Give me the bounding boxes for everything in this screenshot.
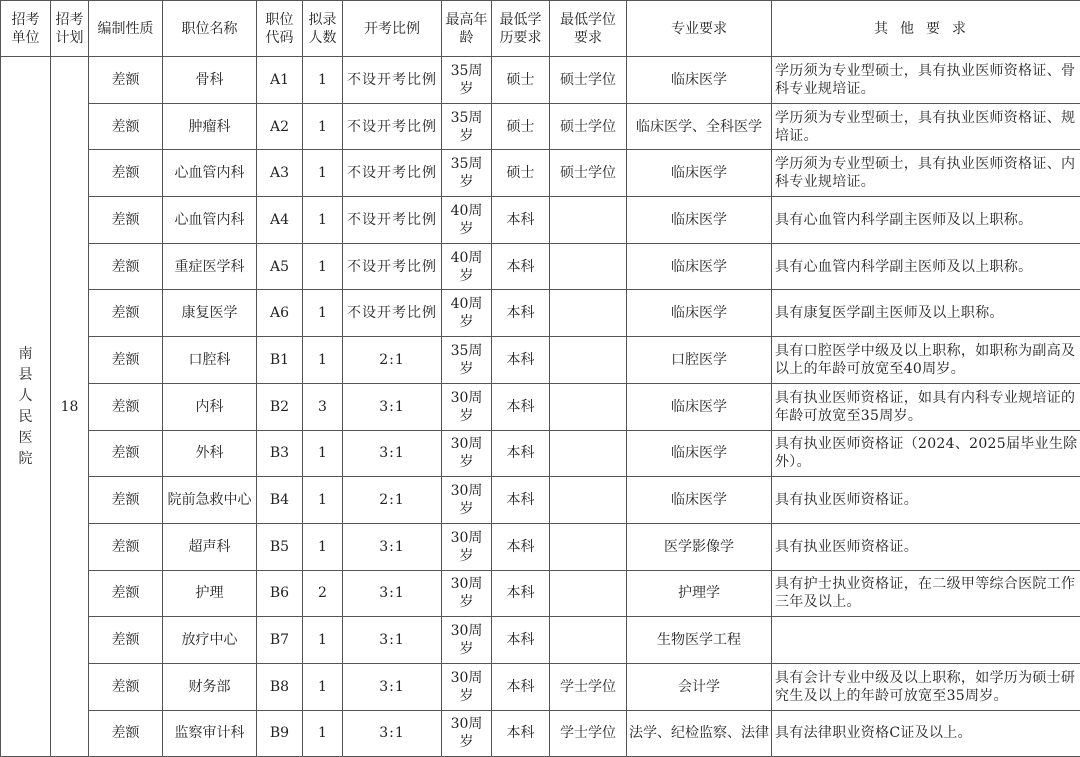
other-cell bbox=[772, 617, 1080, 664]
ratio-cell: 不设开考比例 bbox=[343, 290, 442, 337]
position-cell: 院前急救中心 bbox=[163, 477, 257, 524]
max-age-cell: 35周岁 bbox=[442, 150, 492, 197]
header-ratio: 开考比例 bbox=[343, 1, 442, 57]
code-cell: B6 bbox=[257, 570, 303, 617]
other-cell: 具有心血管内科学副主医师及以上职称。 bbox=[772, 243, 1080, 290]
ratio-cell: 3:1 bbox=[343, 523, 442, 570]
header-other: 其他要求 bbox=[772, 1, 1080, 57]
min-degree-cell bbox=[550, 570, 627, 617]
unit-cell bbox=[1, 57, 51, 757]
position-cell: 护理 bbox=[163, 570, 257, 617]
ratio-cell: 不设开考比例 bbox=[343, 243, 442, 290]
staffing-cell: 差额 bbox=[89, 290, 163, 337]
plan-cell: 18 bbox=[51, 57, 89, 757]
position-cell: 口腔科 bbox=[163, 337, 257, 384]
other-cell: 学历须为专业型硕士，具有执业医师资格证、内科专业规培证。 bbox=[772, 150, 1080, 197]
header-quota: 拟录人数 bbox=[303, 1, 343, 57]
ratio-cell: 2:1 bbox=[343, 477, 442, 524]
code-cell: B4 bbox=[257, 477, 303, 524]
other-cell: 学历须为专业型硕士，具有执业医师资格证、规培证。 bbox=[772, 103, 1080, 150]
other-cell: 具有执业医师资格证（2024、2025届毕业生除外）。 bbox=[772, 430, 1080, 477]
major-cell: 临床医学 bbox=[627, 290, 772, 337]
position-cell: 监察审计科 bbox=[163, 710, 257, 757]
min-edu-cell: 本科 bbox=[492, 710, 550, 757]
table-row bbox=[1, 383, 1080, 430]
max-age-cell: 30周岁 bbox=[442, 383, 492, 430]
header-staffing: 编制性质 bbox=[89, 1, 163, 57]
min-degree-cell bbox=[550, 197, 627, 244]
staffing-cell: 差额 bbox=[89, 383, 163, 430]
header-max-age: 最高年龄 bbox=[442, 1, 492, 57]
position-cell: 肿瘤科 bbox=[163, 103, 257, 150]
position-cell: 康复医学 bbox=[163, 290, 257, 337]
position-cell: 内科 bbox=[163, 383, 257, 430]
staffing-cell: 差额 bbox=[89, 617, 163, 664]
table-row bbox=[1, 430, 1080, 477]
quota-cell: 1 bbox=[303, 523, 343, 570]
staffing-cell: 差额 bbox=[89, 477, 163, 524]
ratio-cell: 不设开考比例 bbox=[343, 57, 442, 104]
major-cell: 生物医学工程 bbox=[627, 617, 772, 664]
min-degree-cell bbox=[550, 383, 627, 430]
major-cell: 临床医学 bbox=[627, 197, 772, 244]
min-degree-cell bbox=[550, 290, 627, 337]
min-edu-cell: 本科 bbox=[492, 290, 550, 337]
table-row bbox=[1, 337, 1080, 384]
staffing-cell: 差额 bbox=[89, 197, 163, 244]
quota-cell: 1 bbox=[303, 617, 343, 664]
major-cell: 临床医学 bbox=[627, 150, 772, 197]
position-cell: 放疗中心 bbox=[163, 617, 257, 664]
table-row bbox=[1, 663, 1080, 710]
ratio-cell: 3:1 bbox=[343, 663, 442, 710]
min-degree-cell: 硕士学位 bbox=[550, 150, 627, 197]
other-cell: 具有康复医学副主医师及以上职称。 bbox=[772, 290, 1080, 337]
code-cell: A2 bbox=[257, 103, 303, 150]
quota-cell: 1 bbox=[303, 430, 343, 477]
min-edu-cell: 本科 bbox=[492, 477, 550, 524]
staffing-cell: 差额 bbox=[89, 430, 163, 477]
major-cell: 临床医学、全科医学 bbox=[627, 103, 772, 150]
ratio-cell: 2:1 bbox=[343, 337, 442, 384]
min-degree-cell bbox=[550, 430, 627, 477]
min-degree-cell bbox=[550, 337, 627, 384]
max-age-cell: 35周岁 bbox=[442, 57, 492, 104]
major-cell: 临床医学 bbox=[627, 477, 772, 524]
header-min-degree: 最低学位要求 bbox=[550, 1, 627, 57]
other-cell: 学历须为专业型硕士，具有执业医师资格证、骨科专业规培证。 bbox=[772, 57, 1080, 104]
min-edu-cell: 本科 bbox=[492, 243, 550, 290]
max-age-cell: 40周岁 bbox=[442, 197, 492, 244]
ratio-cell: 3:1 bbox=[343, 710, 442, 757]
quota-cell: 1 bbox=[303, 197, 343, 244]
min-degree-cell: 硕士学位 bbox=[550, 57, 627, 104]
code-cell: A5 bbox=[257, 243, 303, 290]
staffing-cell: 差额 bbox=[89, 57, 163, 104]
min-edu-cell: 硕士 bbox=[492, 103, 550, 150]
max-age-cell: 30周岁 bbox=[442, 617, 492, 664]
staffing-cell: 差额 bbox=[89, 523, 163, 570]
min-edu-cell: 本科 bbox=[492, 523, 550, 570]
table-row bbox=[1, 710, 1080, 757]
code-cell: B2 bbox=[257, 383, 303, 430]
min-degree-cell: 硕士学位 bbox=[550, 103, 627, 150]
code-cell: B3 bbox=[257, 430, 303, 477]
position-cell: 心血管内科 bbox=[163, 150, 257, 197]
major-cell: 法学、纪检监察、法律 bbox=[627, 710, 772, 757]
header-code: 职位代码 bbox=[257, 1, 303, 57]
min-edu-cell: 本科 bbox=[492, 197, 550, 244]
header-position: 职位名称 bbox=[163, 1, 257, 57]
table-row bbox=[1, 523, 1080, 570]
max-age-cell: 35周岁 bbox=[442, 103, 492, 150]
min-edu-cell: 硕士 bbox=[492, 57, 550, 104]
ratio-cell: 3:1 bbox=[343, 430, 442, 477]
code-cell: A3 bbox=[257, 150, 303, 197]
table-row bbox=[1, 570, 1080, 617]
code-cell: A1 bbox=[257, 57, 303, 104]
table-row bbox=[1, 150, 1080, 197]
other-cell: 具有法律职业资格C证及以上。 bbox=[772, 710, 1080, 757]
staffing-cell: 差额 bbox=[89, 663, 163, 710]
ratio-cell: 不设开考比例 bbox=[343, 150, 442, 197]
code-cell: B1 bbox=[257, 337, 303, 384]
other-cell: 具有执业医师资格证。 bbox=[772, 477, 1080, 524]
max-age-cell: 30周岁 bbox=[442, 570, 492, 617]
quota-cell: 1 bbox=[303, 243, 343, 290]
code-cell: B8 bbox=[257, 663, 303, 710]
table-row bbox=[1, 290, 1080, 337]
code-cell: B7 bbox=[257, 617, 303, 664]
max-age-cell: 30周岁 bbox=[442, 523, 492, 570]
header-plan: 招考计划 bbox=[51, 1, 89, 57]
staffing-cell: 差额 bbox=[89, 570, 163, 617]
position-cell: 财务部 bbox=[163, 663, 257, 710]
table-row bbox=[1, 57, 1080, 104]
code-cell: B9 bbox=[257, 710, 303, 757]
position-cell: 骨科 bbox=[163, 57, 257, 104]
quota-cell: 1 bbox=[303, 103, 343, 150]
quota-cell: 1 bbox=[303, 477, 343, 524]
major-cell: 临床医学 bbox=[627, 430, 772, 477]
major-cell: 会计学 bbox=[627, 663, 772, 710]
quota-cell: 1 bbox=[303, 663, 343, 710]
table-row bbox=[1, 477, 1080, 524]
min-edu-cell: 本科 bbox=[492, 663, 550, 710]
quota-cell: 1 bbox=[303, 150, 343, 197]
ratio-cell: 3:1 bbox=[343, 617, 442, 664]
quota-cell: 3 bbox=[303, 383, 343, 430]
position-cell: 超声科 bbox=[163, 523, 257, 570]
code-cell: B5 bbox=[257, 523, 303, 570]
other-cell: 具有护士执业资格证，在二级甲等综合医院工作三年及以上。 bbox=[772, 570, 1080, 617]
header-row bbox=[1, 1, 1080, 57]
ratio-cell: 3:1 bbox=[343, 570, 442, 617]
min-edu-cell: 本科 bbox=[492, 430, 550, 477]
major-cell: 医学影像学 bbox=[627, 523, 772, 570]
min-degree-cell bbox=[550, 243, 627, 290]
max-age-cell: 30周岁 bbox=[442, 430, 492, 477]
min-edu-cell: 本科 bbox=[492, 570, 550, 617]
unit-name: 南县人民医院 bbox=[18, 344, 34, 470]
min-edu-cell: 本科 bbox=[492, 383, 550, 430]
ratio-cell: 不设开考比例 bbox=[343, 103, 442, 150]
quota-cell: 1 bbox=[303, 290, 343, 337]
max-age-cell: 40周岁 bbox=[442, 243, 492, 290]
quota-cell: 1 bbox=[303, 337, 343, 384]
position-cell: 心血管内科 bbox=[163, 197, 257, 244]
min-edu-cell: 本科 bbox=[492, 617, 550, 664]
code-cell: A4 bbox=[257, 197, 303, 244]
other-cell: 具有会计专业中级及以上职称，如学历为硕士研究生及以上的年龄可放宽至35周岁。 bbox=[772, 663, 1080, 710]
other-cell: 具有执业医师资格证，如具有内科专业规培证的年龄可放宽至35周岁。 bbox=[772, 383, 1080, 430]
header-min-edu: 最低学历要求 bbox=[492, 1, 550, 57]
position-cell: 外科 bbox=[163, 430, 257, 477]
table-row bbox=[1, 243, 1080, 290]
staffing-cell: 差额 bbox=[89, 710, 163, 757]
staffing-cell: 差额 bbox=[89, 150, 163, 197]
quota-cell: 1 bbox=[303, 57, 343, 104]
position-cell: 重症医学科 bbox=[163, 243, 257, 290]
table-row bbox=[1, 197, 1080, 244]
min-degree-cell bbox=[550, 523, 627, 570]
min-degree-cell bbox=[550, 617, 627, 664]
code-cell: A6 bbox=[257, 290, 303, 337]
major-cell: 护理学 bbox=[627, 570, 772, 617]
staffing-cell: 差额 bbox=[89, 243, 163, 290]
max-age-cell: 40周岁 bbox=[442, 290, 492, 337]
staffing-cell: 差额 bbox=[89, 337, 163, 384]
min-degree-cell bbox=[550, 477, 627, 524]
max-age-cell: 35周岁 bbox=[442, 337, 492, 384]
other-cell: 具有口腔医学中级及以上职称，如职称为副高及以上的年龄可放宽至40周岁。 bbox=[772, 337, 1080, 384]
table-row bbox=[1, 617, 1080, 664]
min-edu-cell: 硕士 bbox=[492, 150, 550, 197]
major-cell: 临床医学 bbox=[627, 57, 772, 104]
min-degree-cell: 学士学位 bbox=[550, 710, 627, 757]
ratio-cell: 3:1 bbox=[343, 383, 442, 430]
table-row bbox=[1, 103, 1080, 150]
header-unit: 招考单位 bbox=[1, 1, 51, 57]
major-cell: 口腔医学 bbox=[627, 337, 772, 384]
max-age-cell: 30周岁 bbox=[442, 663, 492, 710]
other-cell: 具有心血管内科学副主医师及以上职称。 bbox=[772, 197, 1080, 244]
major-cell: 临床医学 bbox=[627, 383, 772, 430]
min-degree-cell: 学士学位 bbox=[550, 663, 627, 710]
min-edu-cell: 本科 bbox=[492, 337, 550, 384]
quota-cell: 1 bbox=[303, 710, 343, 757]
ratio-cell: 不设开考比例 bbox=[343, 197, 442, 244]
header-major: 专业要求 bbox=[627, 1, 772, 57]
staffing-cell: 差额 bbox=[89, 103, 163, 150]
other-cell: 具有执业医师资格证。 bbox=[772, 523, 1080, 570]
quota-cell: 2 bbox=[303, 570, 343, 617]
max-age-cell: 30周岁 bbox=[442, 477, 492, 524]
major-cell: 临床医学 bbox=[627, 243, 772, 290]
max-age-cell: 30周岁 bbox=[442, 710, 492, 757]
